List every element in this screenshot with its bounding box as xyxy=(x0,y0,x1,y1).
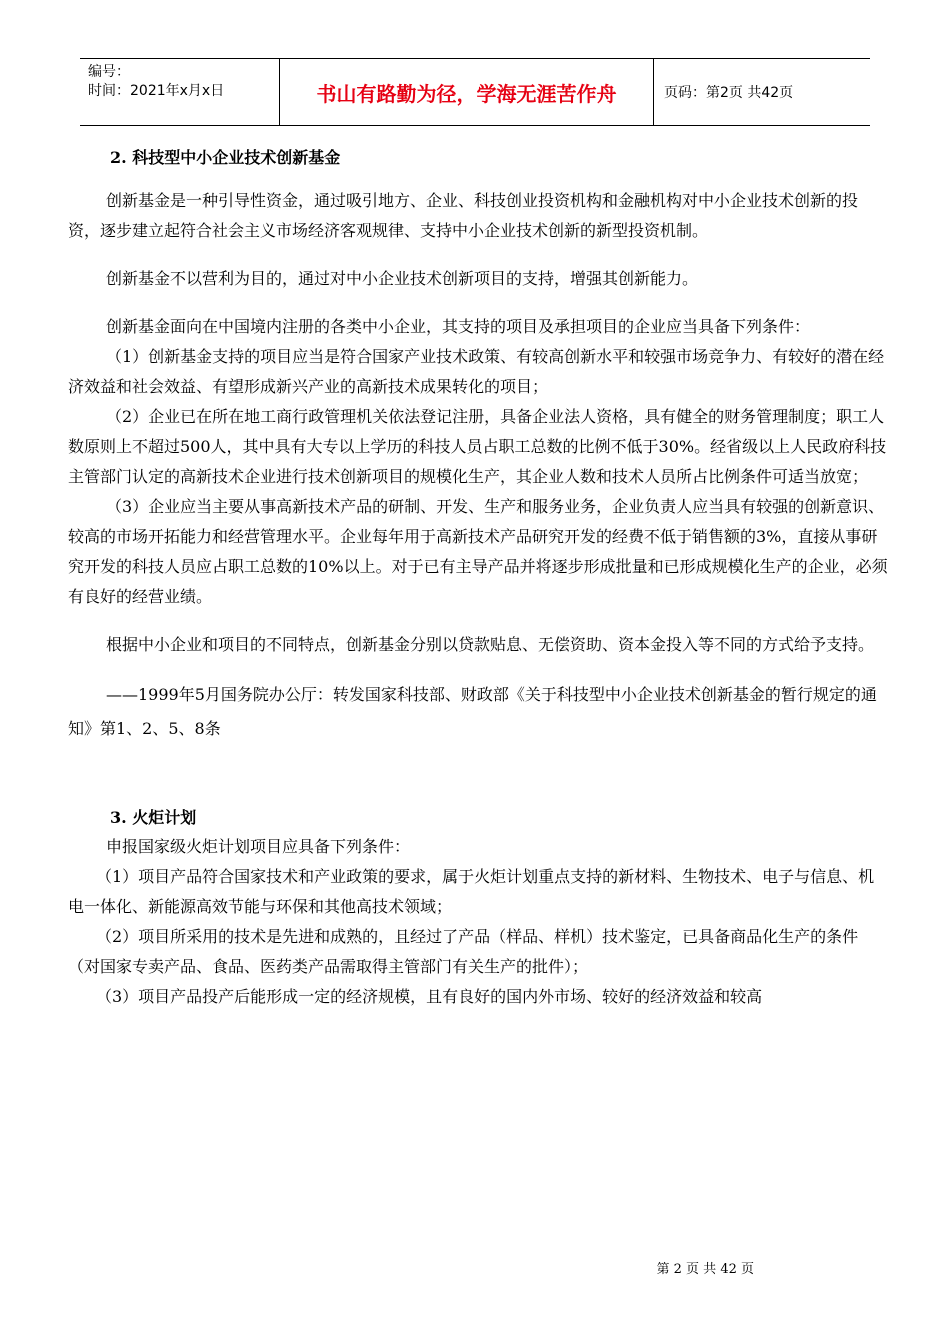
section-2-paragraph-2: 创新基金不以营利为目的，通过对中小企业技术创新项目的支持，增强其创新能力。 xyxy=(106,269,699,288)
section-2-closing: 根据中小企业和项目的不同特点，创新基金分别以贷款贴息、无偿资助、资本金投入等不同的方式给予支持。 xyxy=(106,635,875,654)
time-label: 时间：2021年x月x日 xyxy=(88,83,225,99)
document-header xyxy=(80,58,870,126)
section-3-condition-3: （3）项目产品投产后能形成一定的经济规模，且有良好的国内外市场、较好的经济效益和较高 xyxy=(96,987,763,1006)
section-3-condition-1: （1）项目产品符合国家技术和产业政策的要求，属于火炬计划重点支持的新材料、生物技术、电子与信息、机电一体化、新能源高效节能与环保和其他高技术领域； xyxy=(68,867,875,916)
section-3-intro: 申报国家级火炬计划项目应具备下列条件： xyxy=(106,837,411,856)
header-meta xyxy=(80,59,280,125)
section-2-paragraph-3: 创新基金面向在中国境内注册的各类中小企业，其支持的项目及承担项目的企业应当具备下列条件： xyxy=(106,317,811,336)
page-footer: 第 2 页 共 42 页 xyxy=(656,1262,754,1277)
section-2-source: ——1999年5月国务院办公厅：转发国家科技部、财政部《关于科技型中小企业技术创新基金的暂行规定的通知》第1、2、5、8条 xyxy=(68,685,877,738)
section-3-condition-2: （2）项目所采用的技术是先进和成熟的，且经过了产品（样品、样机）技术鉴定，已具备商品化生产的条件（对国家专卖产品、食品、医药类产品需取得主管部门有关生产的批件）； xyxy=(68,927,859,976)
section-2-condition-3: （3）企业应当主要从事高新技术产品的研制、开发、生产和服务业务，企业负责人应当具有较强的创新意识、较高的市场开拓能力和经营管理水平。企业每年用于高新技术产品研究开发的经费不低于销售额的3%，直接从事研究开发的科技人员应占职工总数的10%以上。对于已有主导产品并将逐步形成批量和已形成规模化生产的企业，必须有良好的经营业绩。 xyxy=(68,497,888,606)
section-2-paragraph-1: 创新基金是一种引导性资金，通过吸引地方、企业、科技创业投资机构和金融机构对中小企业技术创新的投资，逐步建立起符合社会主义市场经济客观规律、支持中小企业技术创新的新型投资机制。 xyxy=(68,191,859,240)
doc-number-label: 编号： xyxy=(88,64,130,80)
section-2-title: 2. 科技型中小企业技术创新基金 xyxy=(110,148,341,167)
header-motto: 书山有路勤为径，学海无涯苦作舟 xyxy=(280,59,654,125)
section-2-condition-1: （1）创新基金支持的项目应当是符合国家产业技术政策、有较高创新水平和较强市场竞争力、有较好的潜在经济效益和社会效益、有望形成新兴产业的高新技术成果转化的项目； xyxy=(68,347,885,396)
header-page-label: 页码：第2页 共42页 xyxy=(664,85,794,101)
section-2-condition-2: （2）企业已在所在地工商行政管理机关依法登记注册，具备企业法人资格，具有健全的财务管理制度；职工人数原则上不超过500人，其中具有大专以上学历的科技人员占职工总数的比例不低于30%。经省级以上人民政府科技主管部门认定的高新技术企业进行技术创新项目的规模化生产，其企业人数和技术人员所占比例条件可适当放宽； xyxy=(68,407,887,486)
document-body xyxy=(68,138,888,1012)
section-3-title: 3. 火炬计划 xyxy=(110,808,197,827)
